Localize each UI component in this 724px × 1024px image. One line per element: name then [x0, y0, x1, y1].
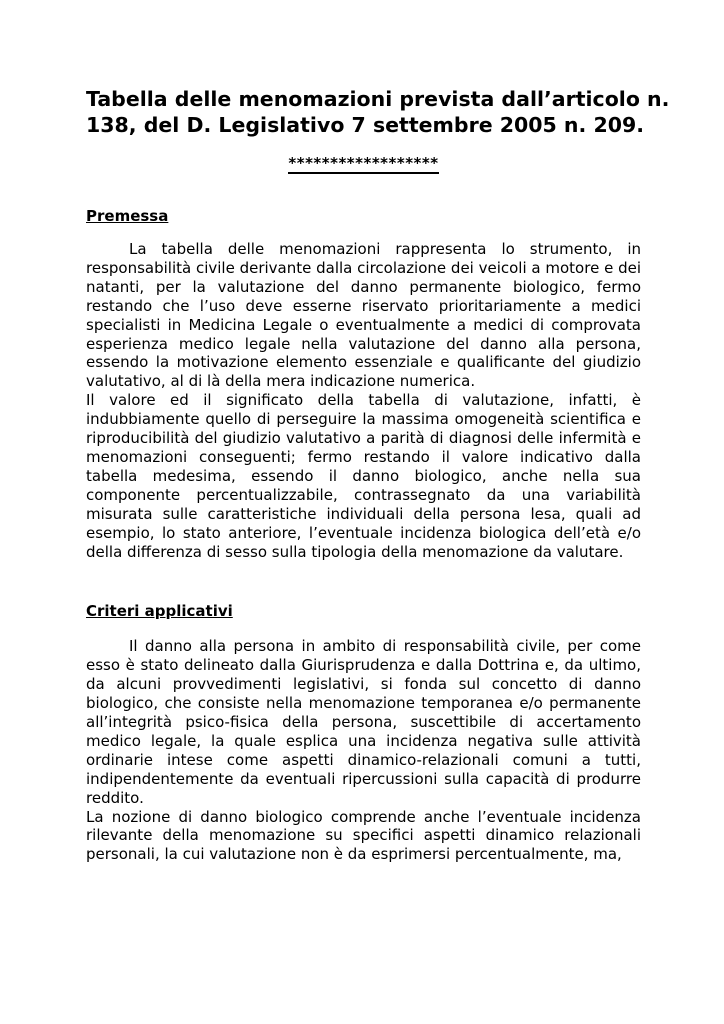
criteri-paragraph-1: Il danno alla persona in ambito di responsabilità civile, per come esso è stato delineato dalla Giurisprudenza e dalla Dottrina e, da ultimo, da alcuni provvedimenti legislativi, si fonda sul concetto di danno biologico, che consiste nella menomazione temporanea e/o permanente all’integrità psico-fisica della persona, suscettibile di accertamento medico legale, la quale esplica una incidenza negativa sulle attività ordinarie intese come aspetti dinamico-relazionali comuni a tutti, indipendentemente da eventuali ripercussioni sulla capacità di produrre reddito.: [86, 637, 641, 807]
document-page: [86, 86, 670, 864]
section-heading-criteri-applicativi: Criteri applicativi: [86, 602, 233, 621]
title-line-2: 138, del D. Legislativo 7 settembre 2005 n. 209.: [86, 113, 645, 137]
title-separator: ******************: [288, 154, 439, 172]
premessa-paragraph-2: Il valore ed il significato della tabella di valutazione, infatti, è indubbiamente quello di perseguire la massima omogeneità scientifica e riproducibilità del giudizio valutativo a parità di diagnosi delle infermità e menomazioni conseguenti; fermo restando il valore indicativo dalla tabella medesima, essendo il danno biologico, anche nella sua componente percentualizzabile, contrassegnato da una variabilità misurata sulle caratteristiche individuali della persona lesa, quali ad esempio, lo stato anteriore, l’eventuale incidenza biologica dell’età e/o della differenza di sesso sulla tipologia della menomazione da valutare.: [86, 391, 641, 561]
criteri-paragraph-2: La nozione di danno biologico comprende anche l’eventuale incidenza rilevante della menomazione su specifici aspetti dinamico relazionali personali, la cui valutazione non è da esprimersi percentualmente, ma,: [86, 807, 641, 864]
premessa-paragraph-1: La tabella delle menomazioni rappresenta lo strumento, in responsabilità civile derivante dalla circolazione dei veicoli a motore e dei natanti, per la valutazione del danno permanente biologico, fermo restando che l’uso deve esserne riservato prioritariamente a medici specialisti in Medicina Legale o eventualmente a medici di comprovata esperienza medico legale nella valutazione del danno alla persona, essendo la motivazione elemento essenziale e qualificante del giudizio valutativo, al di là della mera indicazione numerica.: [86, 240, 641, 391]
title-line-1: Tabella delle menomazioni prevista dall’articolo n.: [86, 87, 670, 111]
section-heading-premessa: Premessa: [86, 207, 169, 225]
document-title: [86, 86, 670, 138]
